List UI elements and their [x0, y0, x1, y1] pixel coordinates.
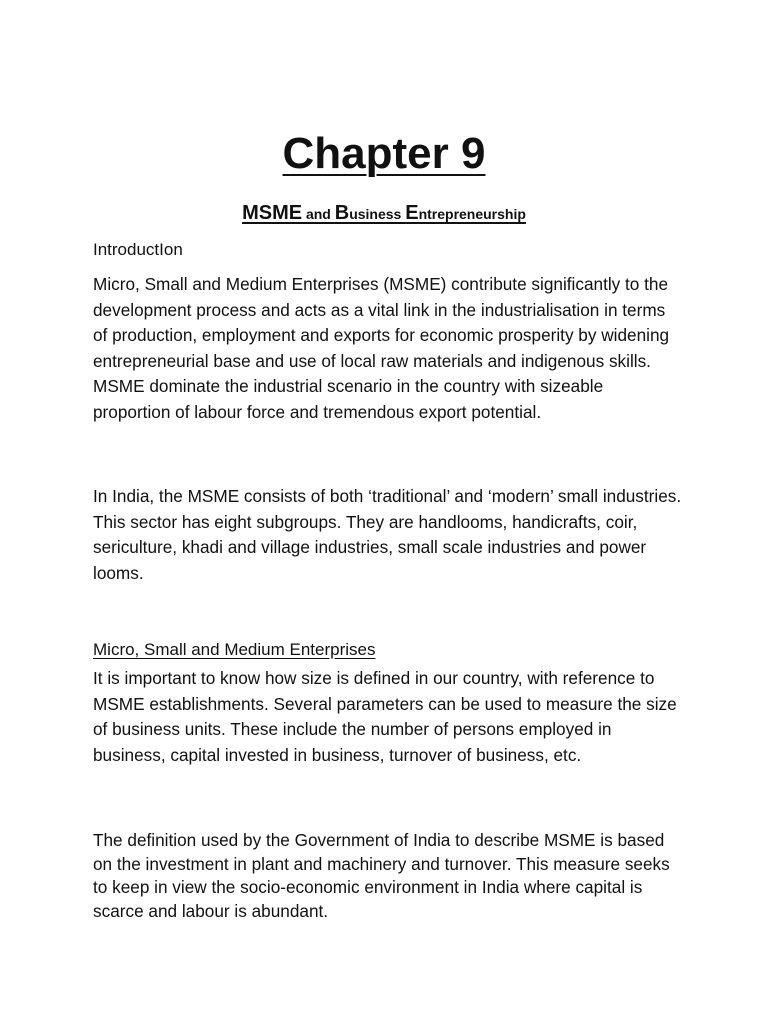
subtitle-and: and	[302, 206, 335, 222]
intro-paragraph-1: Micro, Small and Medium Enterprises (MSME) contribute significantly to the development process and acts as a vital link in the industrialisation in terms of production, employment and exports for economic prosperity by widening entrepreneurial base and use of local raw materials and indigenous skills. MSME dominate the industrial scenario in the country with sizeable proportion of labour force and tremendous export potential.	[93, 274, 670, 422]
intro-paragraph-2: In India, the MSME consists of both ‘traditional’ and ‘modern’ small industries. This sector has eight subgroups. They are handlooms, handicrafts, coir, sericulture, khadi and village industries, small scale industries and power looms.	[93, 486, 682, 583]
subtitle-msme: MSME	[242, 202, 303, 224]
subtitle-b-rest: usiness	[349, 206, 406, 222]
introduction-heading: IntroductIon	[93, 240, 183, 259]
subtitle-e-capital: E	[405, 202, 419, 224]
chapter-title	[0, 126, 768, 182]
chapter-title-text: Chapter 9	[282, 129, 486, 178]
chapter-subtitle	[0, 200, 768, 227]
msme-paragraph-1: It is important to know how size is defined in our country, with reference to MSME establishments. Several parameters can be used to measure the size of business units. These include the number of persons employed in business, capital invested in business, turnover of business, etc.	[93, 668, 677, 765]
subtitle-b-capital: B	[334, 202, 350, 224]
msme-paragraph-2: The definition used by the Government of India to describe MSME is based on the investment in plant and machinery and turnover. This measure seeks to keep in view the socio-economic environment in India where capital is scarce and labour is abundant.	[93, 830, 670, 921]
msme-section-heading: Micro, Small and Medium Enterprises	[93, 640, 376, 659]
subtitle-e-rest: ntrepreneurship	[418, 206, 526, 222]
